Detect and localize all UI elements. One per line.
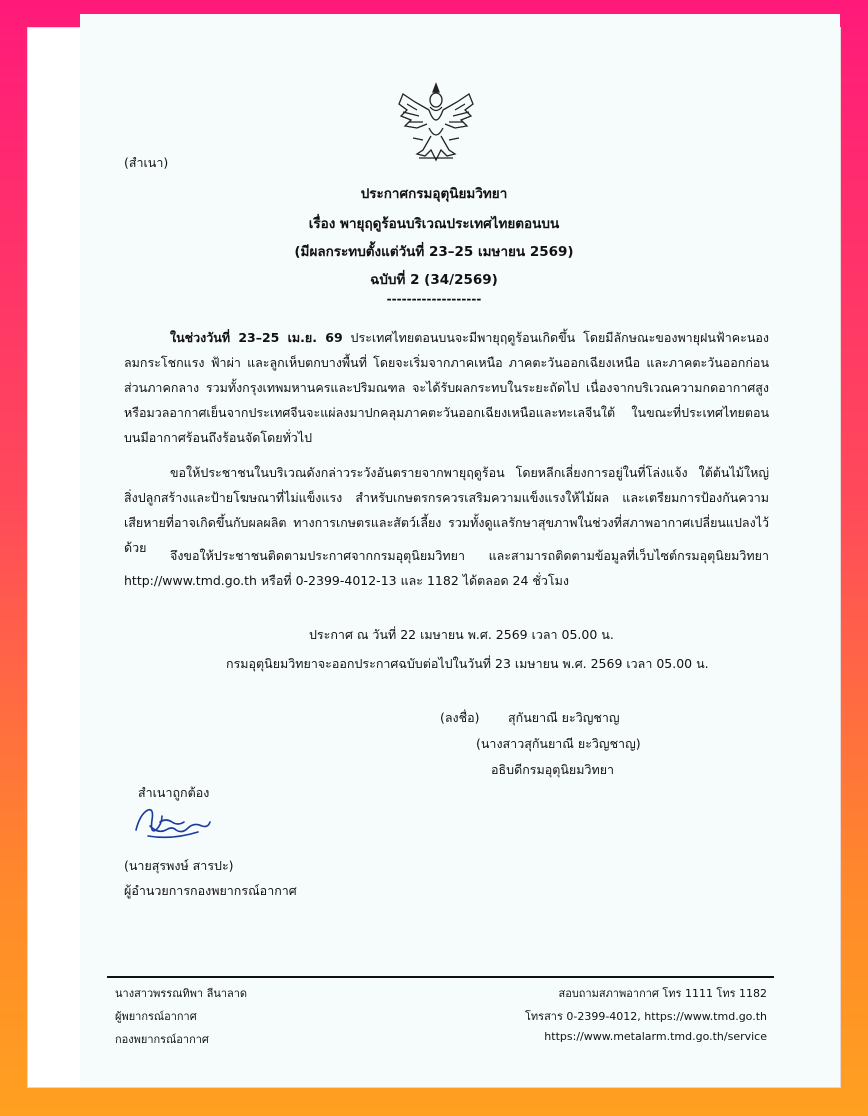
footer-fax-website[interactable]: โทรสาร 0-2399-4012, https://www.tmd.go.th bbox=[525, 1010, 767, 1023]
certifier-position: ผู้อำนวยการกองพยากรณ์อากาศ bbox=[124, 883, 297, 898]
footer-division: กองพยากรณ์อากาศ bbox=[115, 1033, 209, 1046]
signer-fullname: (นางสาวสุกันยาณี ยะวิญชาญ) bbox=[476, 736, 641, 751]
paragraph-follow-up: จึงขอให้ประชาชนติดตามประกาศจากกรมอุตุนิยมวิทยา และสามารถติดตามข้อมูลที่เว็บไซต์กรมอุตุนิยมวิทยา http://www.tmd.go.th หรือที่ 0-2399-4012-13 และ 1182 ได้ตลอด 24 ชั่วโมง bbox=[124, 548, 769, 588]
issue-number: ฉบับที่ 2 (34/2569) bbox=[370, 272, 498, 288]
garuda-emblem-icon bbox=[393, 80, 479, 166]
forecast-lead: ในช่วงวันที่ 23–25 เม.ย. 69 bbox=[170, 330, 343, 345]
footer-phone: สอบถามสภาพอากาศ โทร 1111 โทร 1182 bbox=[558, 987, 767, 1000]
next-issue-note: กรมอุตุนิยมวิทยาจะออกประกาศฉบับต่อไปในวันที่ 23 เมษายน พ.ศ. 2569 เวลา 05.00 น. bbox=[226, 656, 709, 671]
signer-position: อธิบดีกรมอุตุนิยมวิทยา bbox=[491, 762, 615, 777]
footer-forecaster-name: นางสาวพรรณทิพา ลีนาลาด bbox=[115, 987, 248, 1000]
signer-prefix: (ลงชื่อ) bbox=[440, 710, 480, 725]
footer-metalarm-link[interactable]: https://www.metalarm.tmd.go.th/service bbox=[544, 1030, 767, 1043]
handwritten-signature bbox=[132, 800, 214, 844]
effective-dates: (มีผลกระทบตั้งแต่วันที่ 23–25 เมษายน 2569) bbox=[294, 244, 574, 260]
certified-copy-label: สำเนาถูกต้อง bbox=[138, 785, 210, 800]
signer-name: สุกันยาณี ยะวิญชาญ bbox=[508, 710, 620, 725]
forecast-body: ประเทศไทยตอนบนจะมีพายุฤดูร้อนเกิดขึ้น โดยมีลักษณะของพายุฝนฟ้าคะนอง ลมกระโชกแรง ฟ้าผ่า และลูกเห็บตกบางพื้นที่ โดยจะเริ่มจากภาคเหนือ ภาคตะวันออกเฉียงเหนือ และภาคตะวันออกก่อน ส่วนภาคกลาง รวมทั้งกรุงเทพมหานครและปริมณฑล จะได้รับผลกระทบในระยะถัดไป เนื่องจากบริเวณความกดอากาศสูงหรือมวลอากาศเย็นจากประเทศจีนจะแผ่ลงมาปกคลุมภาคตะวันออกเฉียงเหนือและทะเลจีนใต้ ในขณะที่ประเทศไทยตอนบนมีอากาศร้อนถึงร้อนจัดโดยทั่วไป bbox=[124, 330, 769, 445]
paragraph-advice: ขอให้ประชาชนในบริเวณดังกล่าวระวังอันตรายจากพายุฤดูร้อน โดยหลีกเลี่ยงการอยู่ในที่โล่งแจ้ง ใต้ต้นไม้ใหญ่ สิ่งปลูกสร้างและป้ายโฆษณาที่ไม่แข็งแรง สำหรับเกษตรกรควรเสริมความแข็งแรงให้ไม้ผล และเตรียมการป้องกันความเสียหายที่อาจเกิดขึ้นกับผลผลิต ทางการเกษตรและสัตว์เลี้ยง รวมทั้งดูแลรักษาสุขภาพในช่วงที่สภาพอากาศเปลี่ยนแปลงไว้ด้วย bbox=[124, 465, 769, 555]
copy-mark: (สำเนา) bbox=[124, 155, 169, 170]
certifier-name: (นายสุรพงษ์ สารปะ) bbox=[124, 858, 234, 873]
subject-line: เรื่อง พายุฤดูร้อนบริเวณประเทศไทยตอนบน bbox=[308, 216, 560, 232]
footer-divider bbox=[107, 976, 774, 978]
paragraph-forecast bbox=[124, 325, 769, 450]
page-title: ประกาศกรมอุตุนิยมวิทยา bbox=[360, 186, 508, 202]
announced-date: ประกาศ ณ วันที่ 22 เมษายน พ.ศ. 2569 เวลา 05.00 น. bbox=[309, 627, 614, 642]
footer-forecaster-role: ผู้พยากรณ์อากาศ bbox=[115, 1010, 197, 1023]
title-divider: ------------------- bbox=[386, 292, 482, 306]
